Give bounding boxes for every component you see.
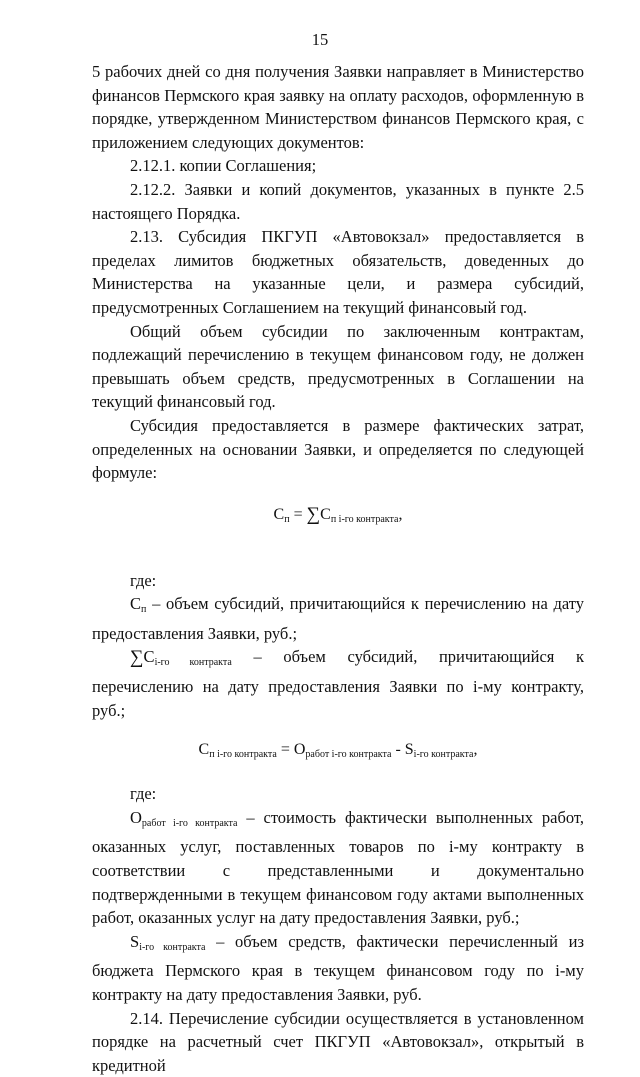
where-label-2: где:: [130, 784, 157, 804]
sum-symbol: ∑: [306, 503, 321, 525]
paragraph-total-volume: Общий объем субсидии по заключенным контрактам, подлежащий перечислению в текущем финансовом году, не должен превышать объем средств, предусмотренных в Соглашении на текущий финансовый год.: [92, 321, 584, 412]
item-2-12-2: 2.12.2. Заявки и копий документов, указанных в пункте 2.5 настоящего Порядка.: [92, 179, 584, 223]
paragraph-intro: 5 рабочих дней со дня получения Заявки направляет в Министерство финансов Пермского края заявку на оплату расходов, оформленную в порядке, утвержденном Министерством финансов Пермского края, с приложением следующих документов:: [92, 62, 584, 152]
definition-s-transferred: $S_{i-го контракта}$ – объем средств, фактически перечисленный из бюджета Пермского края в текущем финансовом году по i-му контракту на дату предоставления Заявки, руб.: [92, 931, 584, 1004]
formula-subsidy-total: $С_п = \sum С_{п i-го контракта}$,: [273, 503, 403, 525]
page-number: 15: [311, 30, 329, 49]
item-2-13: 2.13. Субсидия ПКГУП «Автовокзал» предоставляется в пределах лимитов бюджетных обязательств, доведенных до Министерства на указанные цели, и размера субсидий, предусмотренных Соглашением на текущий финансовый год.: [92, 227, 584, 317]
definition-o-works: $О_{работ i-го контракта}$ – стоимость фактически выполненных работ, оказанных услуг, поставленных товаров по i-му контракту в соответствии с представленными и документально подтвержденными в текущем финансовом году актами выполненных работ, оказанных услуг на дату предоставления Заявки, руб.;: [92, 807, 584, 928]
paragraph-formula-intro: Субсидия предоставляется в размере фактических затрат, определенных на основании Заявки, и определяется по следующей формуле:: [92, 415, 584, 483]
item-2-12-1: 2.12.1. копии Соглашения;: [130, 156, 317, 176]
where-label-1: где:: [130, 570, 157, 590]
sum-symbol: ∑: [130, 647, 144, 669]
document-body: [92, 60, 584, 1077]
item-2-14: 2.14. Перечисление субсидии осуществляется в установленном порядке на расчетный счет ПКГУП «Автовокзал», открытый в кредитной: [92, 1008, 584, 1075]
definition-sum: $\sum С_{i-го контракта}$ – объем субсидий, причитающийся к перечислению на дату предоставления Заявки по i-му контракту, руб.;: [92, 647, 584, 720]
formula-subsidy-per-contract: $С_{п i-го контракта} = О_{работ i-го контракта} - S_{i-го контракта}$,: [198, 741, 478, 761]
definition-cn: $С_п$ – объем субсидий, причитающийся к перечислению на дату предоставления Заявки, руб.;: [92, 594, 584, 643]
